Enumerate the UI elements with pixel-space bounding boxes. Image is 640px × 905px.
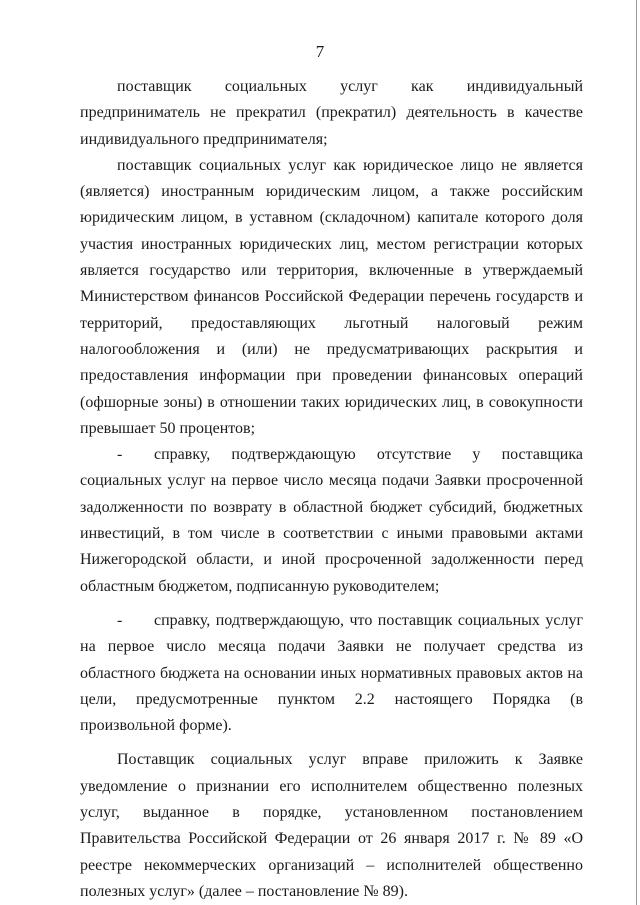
spacer	[80, 600, 583, 608]
list-item-text: справку, подтверждающую, что поставщик социальных услуг на первое число месяца подачи Заявки не получает средства из областного бюджета на основании иных нормативных правовых актов на цели, предусмотренные пунктом 2.2 настоящего Порядка (в произвольной форме).	[80, 611, 583, 735]
list-item-text: справку, подтверждающую отсутствие у поставщика социальных услуг на первое число месяца подачи Заявки просроченной задолженности по возврату в областной бюджет субсидий, бюджетных инвестиций, в том числе в соответствии с иными правовыми актами Нижегородской области, и иной просроченной задолженности перед областным бюджетом, подписанную руководителем;	[80, 446, 583, 595]
page-number: 7	[315, 42, 325, 61]
paragraph-legal-entity: поставщик социальных услуг как юридическое лицо не является (является) иностранным юридическим лицом, а также российским юридическим лицом, в уставном (складочном) капитале которого доля участия иностранных юридических лиц, местом регистрации которых является государство или территория, включенные в утверждаемый Министерством финансов Российской Федерации перечень государств и территорий, предоставляющих льготный налоговый режим налогообложения и (или) не предусматривающих раскрытия и предоставления информации при проведении финансовых операций (офшорные зоны) в отношении таких юридических лиц, в совокупности превышает 50 процентов;	[80, 156, 583, 437]
paragraph-notification: Поставщик социальных услуг вправе приложить к Заявке уведомление о признании его исполнителем общественно полезных услуг, выданное в порядке, установленном постановлением Правительства Российской Федерации от 26 января 2017 г. № 89 «О реестре некоммерческих организаций – исполнителей общественно полезных услуг» (далее – постановление № 89).	[80, 751, 583, 900]
list-item-debt-certificate	[80, 442, 583, 600]
list-dash: -	[117, 446, 123, 464]
paragraph-individual-entrepreneur: поставщик социальных услуг как индивидуальный предприниматель не прекратил (прекратил) деятельность в качестве индивидуального предпринимателя;	[80, 78, 583, 148]
page-edge-line	[636, 0, 637, 905]
list-dash: -	[117, 611, 123, 629]
spacer	[80, 739, 583, 747]
document-body	[80, 74, 583, 905]
list-item-funds-certificate	[80, 608, 583, 739]
